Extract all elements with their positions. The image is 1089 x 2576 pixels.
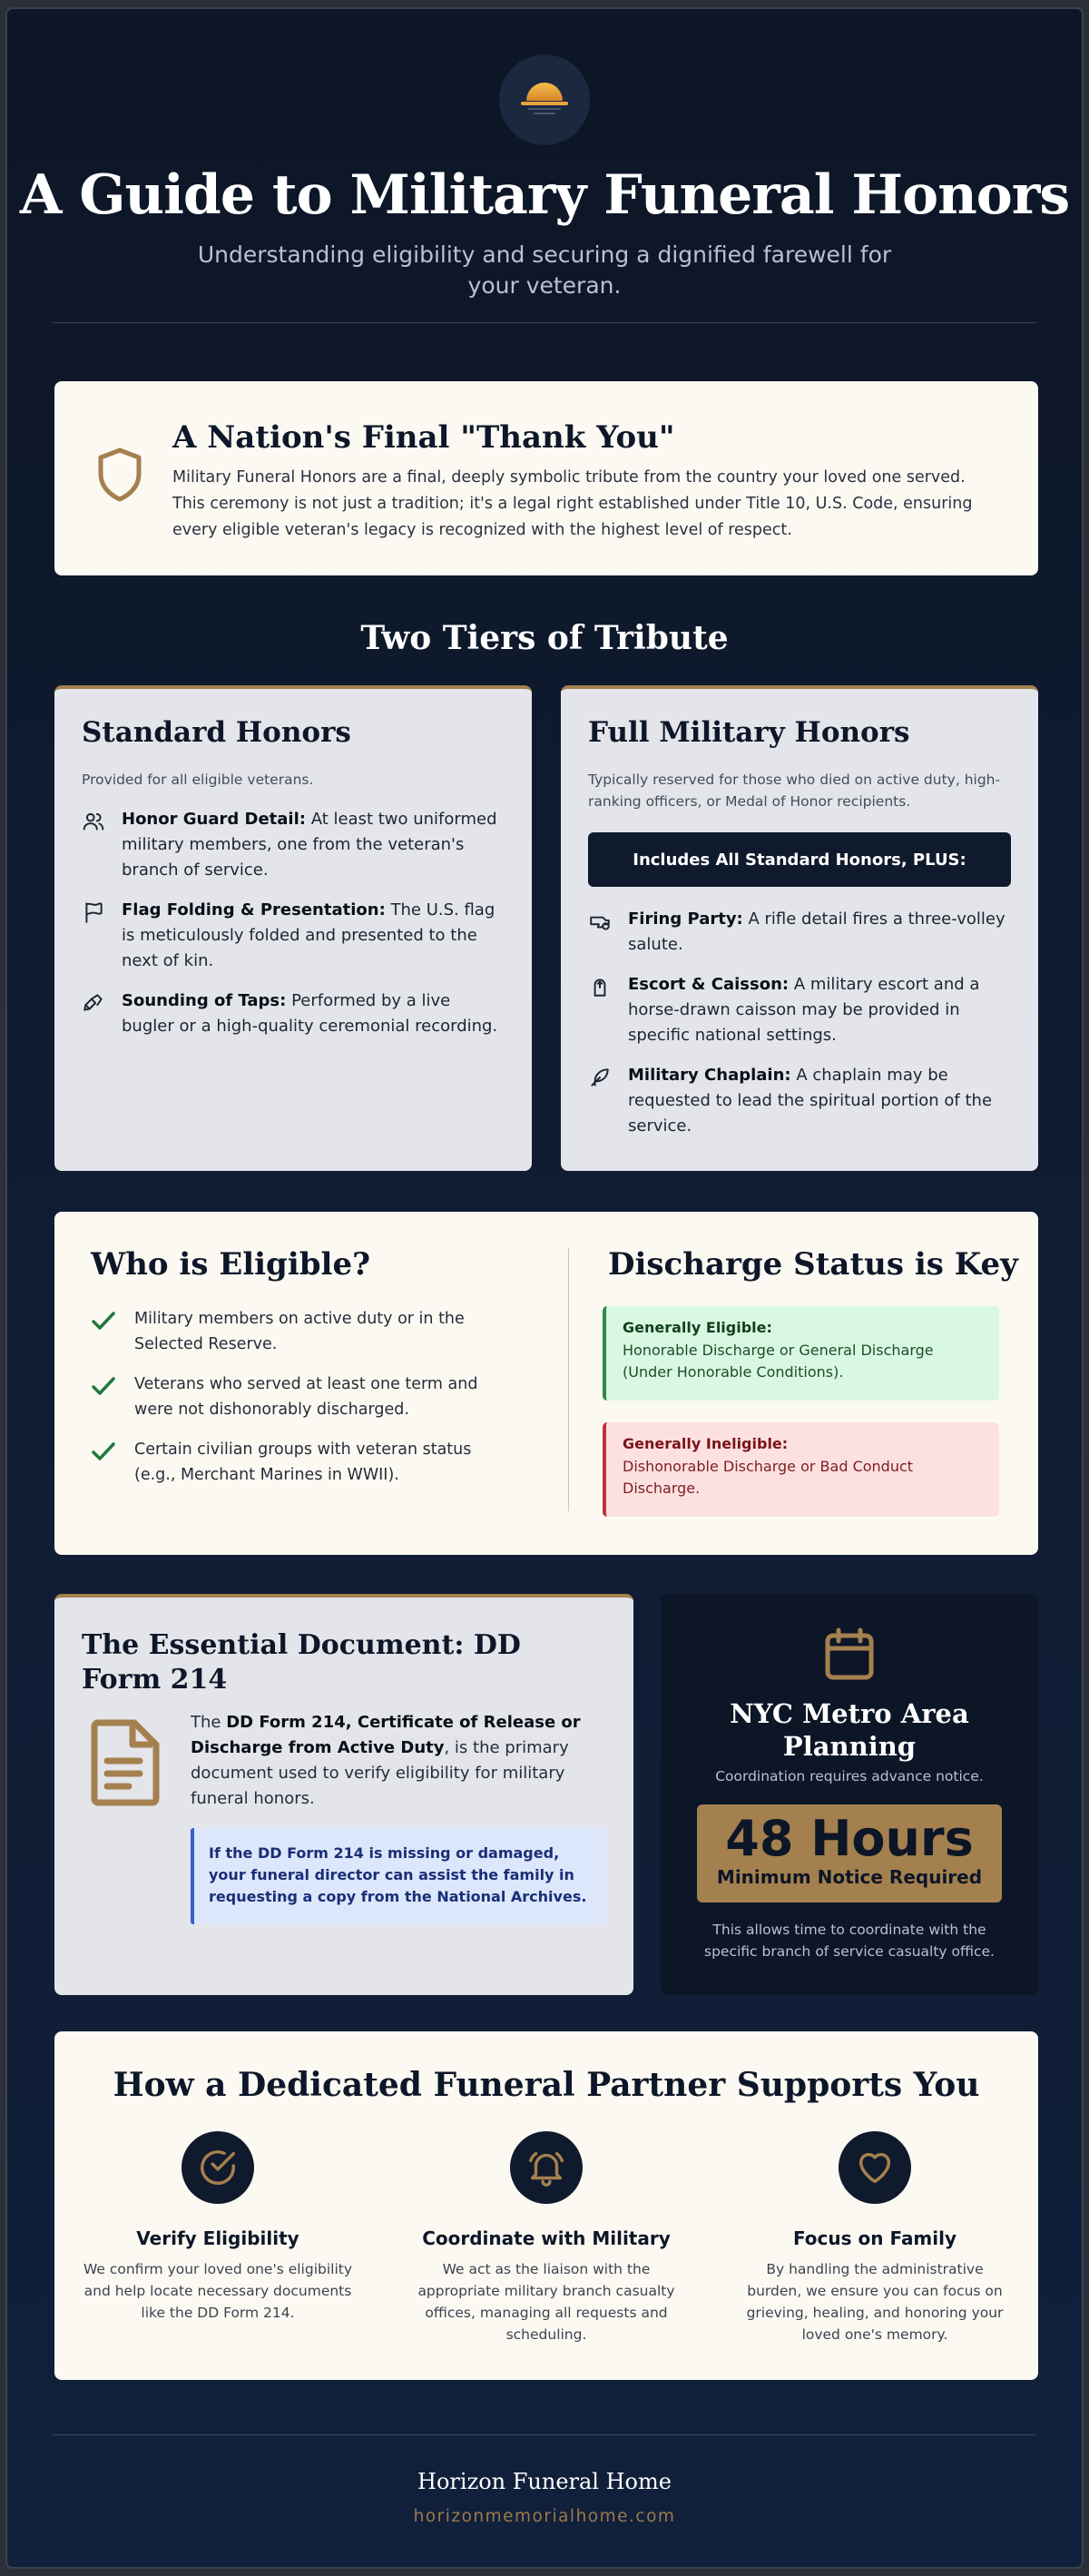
footer-company-name: Horizon Funeral Home [417,2469,672,2494]
standard-honors-description: Provided for all eligible veterans. [82,772,314,788]
dd214-card [54,1594,633,1995]
dd214-title: The Essential Document: DD Form 214 [82,1629,521,1696]
nyc-title: NYC Metro Area Planning [730,1698,969,1762]
feature-text: At least two uniformed military members, one from the veteran's branch of service. [122,810,497,880]
partner-column-title: Verify Eligibility [136,2227,299,2249]
eligibility-item [91,1372,488,1422]
eligibility-text: Veterans who served at least one term and were not dishonorably discharged. [134,1375,478,1419]
partner-card [54,2031,1038,2380]
shield-icon [96,447,143,506]
ineligible-status-box [603,1422,999,1517]
document-icon [91,1719,160,1810]
nyc-subtitle: Coordination requires advance notice. [715,1768,984,1785]
partner-column-text: We confirm your loved one's eligibility and help locate necessary documents like the DD Form 214. [83,2261,353,2321]
ineligible-text: Dishonorable Discharge or Bad Conduct Discharge. [623,1458,914,1497]
eligible-status-box [603,1306,999,1401]
discharge-title: Discharge Status is Key [608,1246,1018,1283]
check-icon [91,1306,134,1357]
rifle-icon [588,907,628,958]
page-title: A Guide to Military Funeral Honors [19,163,1070,227]
feature-text: A chaplain may be requested to lead the spiritual portion of the service. [628,1066,993,1136]
plus-banner: Includes All Standard Honors, PLUS: [588,832,1011,887]
partner-column [82,2131,354,2324]
eligibility-item [91,1437,488,1488]
tiers-section-title: Two Tiers of Tribute [360,619,729,657]
feature-item [588,907,1013,958]
notice-hours: 48 Hours [725,1810,974,1867]
calendar-icon [824,1627,875,1685]
full-honors-title: Full Military Honors [588,716,910,749]
divider [568,1248,569,1511]
music-icon [82,988,122,1039]
check-icon [91,1437,134,1488]
feature-item [588,972,1013,1048]
notice-caption: Minimum Notice Required [716,1866,983,1888]
feature-text: A military escort and a horse-drawn caisson may be provided in specific national settings. [628,975,980,1045]
feature-label: Military Chaplain: [628,1066,791,1085]
dd214-form-name: DD Form 214, Certificate of Release or Discharge from Active Duty [191,1713,581,1757]
feature-text: The U.S. flag is meticulously folded and presented to the next of kin. [122,900,495,970]
full-honors-description: Typically reserved for those who died on active duty, high-ranking officers, or Medal of Honor recipients. [588,772,1001,810]
feature-label: Honor Guard Detail: [122,810,306,829]
page [5,7,1084,2569]
partner-title: How a Dedicated Funeral Partner Supports You [113,2066,980,2104]
ineligible-label: Generally Ineligible: [623,1435,789,1452]
notice-box [697,1804,1002,1903]
feature-item [82,988,506,1039]
users-icon [82,807,122,883]
eligible-text: Honorable Discharge or General Discharge (Under Honorable Conditions). [623,1342,934,1381]
escort-icon [588,972,628,1048]
dd214-note: If the DD Form 214 is missing or damaged, your funeral director can assist the family in requesting a copy from the National Archives. [191,1828,606,1924]
nyc-footnote: This allows time to coordinate with the specific branch of service casualty office. [704,1922,995,1960]
footer-website-link[interactable]: horizonmemorialhome.com [413,2507,676,2526]
feature-item [588,1063,1013,1139]
eligible-label: Generally Eligible: [623,1319,772,1336]
partner-column-title: Focus on Family [792,2227,957,2249]
intro-title: A Nation's Final "Thank You" [172,419,675,456]
heart-icon [839,2131,911,2204]
dd214-pre: The [191,1713,227,1732]
feather-icon [588,1063,628,1139]
intro-card [54,381,1038,575]
feature-item [82,898,506,974]
partner-column [739,2131,1011,2345]
flag-icon [82,898,122,974]
bell-icon [510,2131,583,2204]
feature-item [82,807,506,883]
partner-column-text: We act as the liaison with the appropriate military branch casualty offices, managing all requests and scheduling. [417,2261,675,2343]
check-circle-icon [182,2131,254,2204]
standard-honors-title: Standard Honors [82,716,351,749]
partner-column-title: Coordinate with Military [422,2227,671,2249]
eligibility-text: Military members on active duty or in the Selected Reserve. [134,1310,465,1353]
eligibility-item [91,1306,488,1357]
feature-text: A rifle detail fires a three-volley salute. [628,909,1006,954]
dd214-description [191,1710,606,1812]
standard-honors-card [54,685,532,1171]
intro-body: Military Funeral Honors are a final, deeply symbolic tribute from the country your loved one served. This ceremony is not just a tradition; it's a legal right established under Title 10, U.S. Code, ensuring every eligible veteran's legacy is recognized with the highest level of respect. [172,468,973,539]
logo [499,54,590,145]
full-honors-card [561,685,1038,1171]
partner-column [410,2131,682,2345]
check-icon [91,1372,134,1422]
eligibility-card [54,1212,1038,1555]
partner-column-text: By handling the administrative burden, we ensure you can focus on grieving, healing, and honoring your loved one's memory. [746,2261,1004,2343]
feature-label: Escort & Caisson: [628,975,790,994]
divider [53,322,1036,323]
dd214-post: , is the primary document used to verify eligibility for military funeral honors. [191,1738,569,1808]
eligibility-text: Certain civilian groups with veteran status (e.g., Merchant Marines in WWII). [134,1440,472,1484]
feature-text: Performed by a live bugler or a high-quality ceremonial recording. [122,991,498,1036]
feature-label: Flag Folding & Presentation: [122,900,386,919]
eligibility-title: Who is Eligible? [91,1246,370,1283]
page-subtitle: Understanding eligibility and securing a dignified farewell for your veteran. [197,241,892,299]
sunset-logo-icon [517,79,572,121]
divider [53,2434,1036,2435]
feature-label: Sounding of Taps: [122,991,287,1010]
feature-label: Firing Party: [628,909,743,929]
nyc-planning-card [661,1594,1038,1995]
